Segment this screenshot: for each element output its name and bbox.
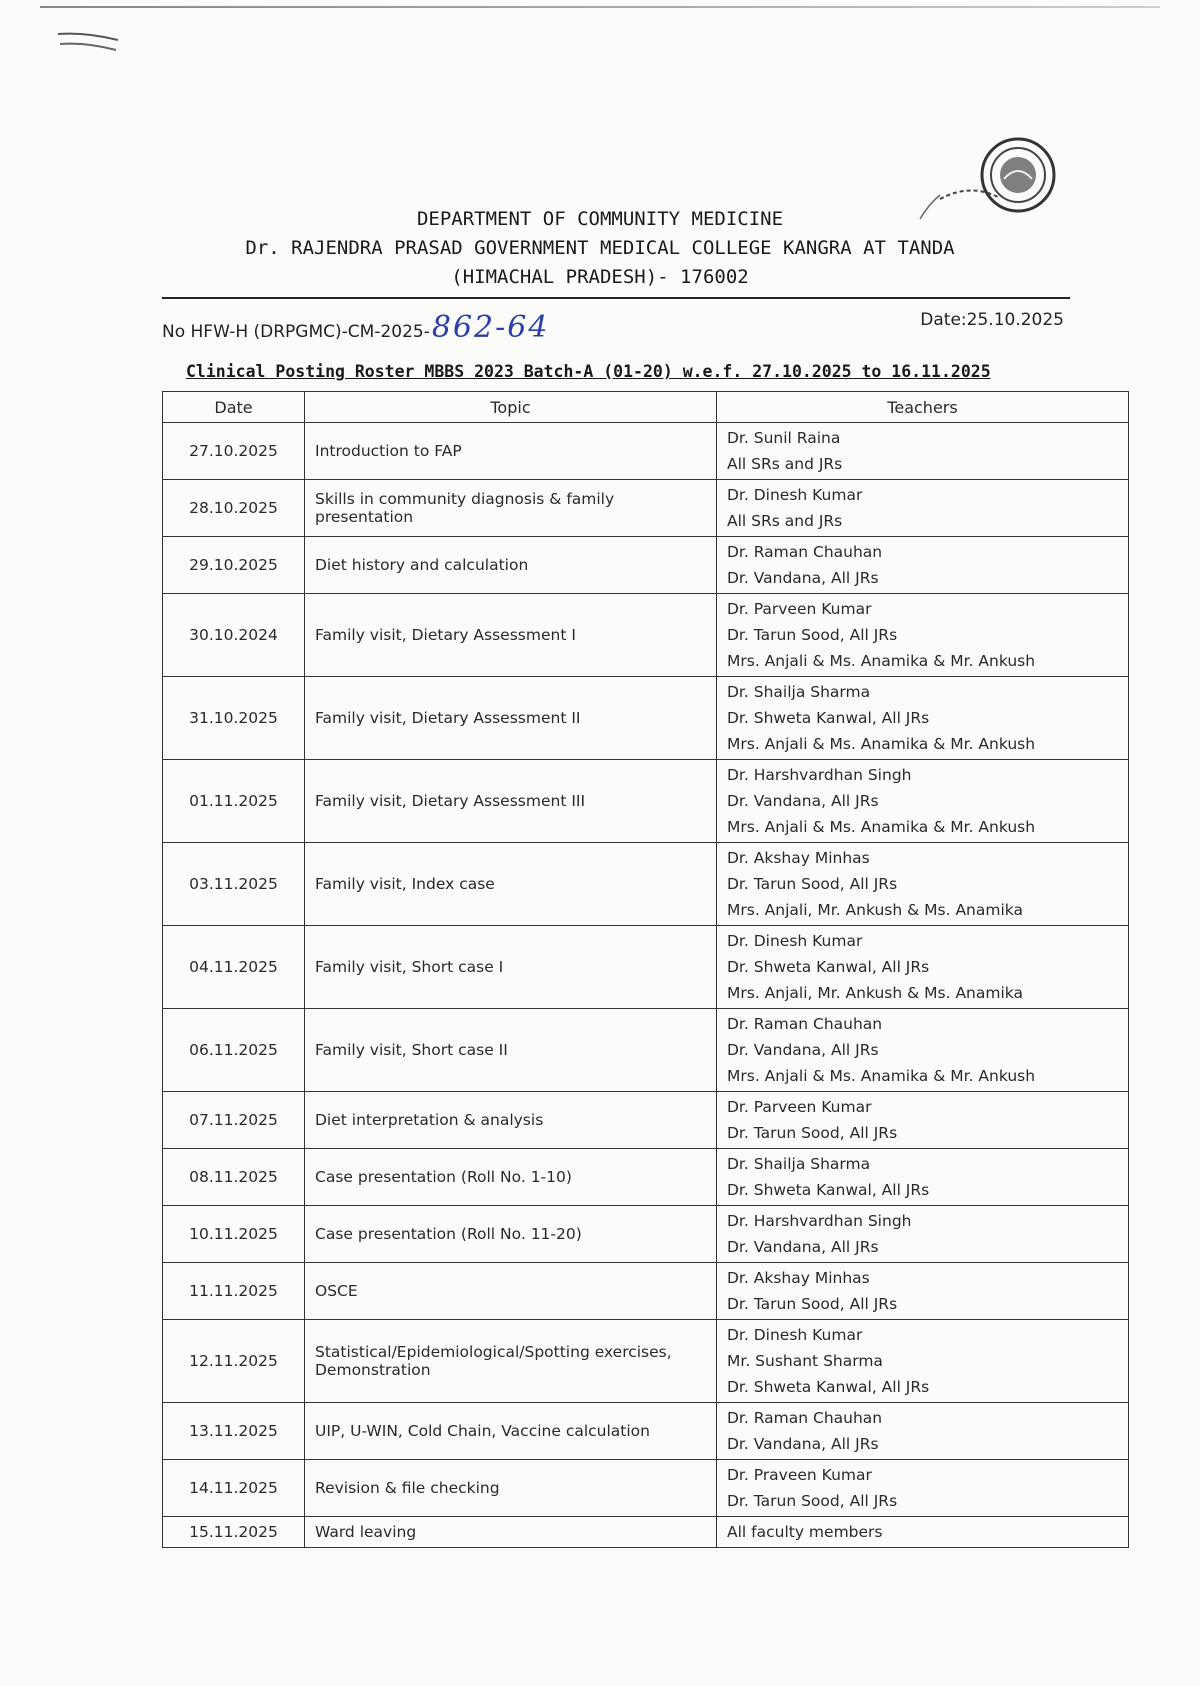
roster-table bbox=[162, 391, 1129, 1548]
document-header bbox=[160, 205, 1040, 292]
row-teachers bbox=[717, 423, 1129, 480]
column-header-teachers: Teachers bbox=[717, 392, 1129, 423]
row-topic: Introduction to FAP bbox=[305, 423, 717, 480]
teacher-line: Dr. Tarun Sood, All JRs bbox=[727, 626, 898, 644]
scan-edge-line bbox=[40, 6, 1160, 8]
table-row bbox=[163, 1206, 1129, 1263]
row-topic: Ward leaving bbox=[305, 1517, 717, 1548]
row-date: 12.11.2025 bbox=[163, 1320, 305, 1403]
teacher-line: Dr. Raman Chauhan bbox=[727, 1409, 883, 1427]
row-date: 08.11.2025 bbox=[163, 1149, 305, 1206]
table-row bbox=[163, 760, 1129, 843]
teacher-line: All faculty members bbox=[727, 1523, 883, 1541]
teacher-line: Dr. Shweta Kanwal, All JRs bbox=[727, 1378, 930, 1396]
table-row bbox=[163, 594, 1129, 677]
teacher-line: Dr. Shweta Kanwal, All JRs bbox=[727, 709, 930, 727]
teacher-line: Dr. Shailja Sharma bbox=[727, 1155, 871, 1173]
row-date: 13.11.2025 bbox=[163, 1403, 305, 1460]
row-teachers bbox=[717, 1092, 1129, 1149]
row-teachers bbox=[717, 926, 1129, 1009]
teacher-line: Dr. Tarun Sood, All JRs bbox=[727, 1492, 898, 1510]
teacher-line: Dr. Dinesh Kumar bbox=[727, 486, 863, 504]
row-topic: Diet history and calculation bbox=[305, 537, 717, 594]
row-topic: Family visit, Dietary Assessment II bbox=[305, 677, 717, 760]
teacher-line: Mrs. Anjali & Ms. Anamika & Mr. Ankush bbox=[727, 818, 1036, 836]
table-row bbox=[163, 1009, 1129, 1092]
table-row bbox=[163, 537, 1129, 594]
row-date: 10.11.2025 bbox=[163, 1206, 305, 1263]
teacher-line: All SRs and JRs bbox=[727, 455, 843, 473]
teacher-line: Dr. Parveen Kumar bbox=[727, 600, 872, 618]
teacher-line: Dr. Vandana, All JRs bbox=[727, 1041, 879, 1059]
row-topic: UIP, U-WIN, Cold Chain, Vaccine calculation bbox=[305, 1403, 717, 1460]
row-teachers bbox=[717, 480, 1129, 537]
table-row bbox=[163, 1263, 1129, 1320]
row-date: 06.11.2025 bbox=[163, 1009, 305, 1092]
reference-row bbox=[162, 304, 1070, 344]
row-date: 27.10.2025 bbox=[163, 423, 305, 480]
teacher-line: Mrs. Anjali, Mr. Ankush & Ms. Anamika bbox=[727, 984, 1023, 1002]
teacher-line: Dr. Akshay Minhas bbox=[727, 1269, 870, 1287]
row-date: 30.10.2024 bbox=[163, 594, 305, 677]
row-topic: Case presentation (Roll No. 11-20) bbox=[305, 1206, 717, 1263]
teacher-line: Dr. Sunil Raina bbox=[727, 429, 841, 447]
teacher-line: Dr. Vandana, All JRs bbox=[727, 1435, 879, 1453]
teacher-line: Dr. Tarun Sood, All JRs bbox=[727, 1124, 898, 1142]
row-date: 04.11.2025 bbox=[163, 926, 305, 1009]
row-teachers bbox=[717, 760, 1129, 843]
row-teachers bbox=[717, 1263, 1129, 1320]
table-row bbox=[163, 480, 1129, 537]
row-teachers bbox=[717, 1149, 1129, 1206]
teacher-line: Mrs. Anjali & Ms. Anamika & Mr. Ankush bbox=[727, 1067, 1036, 1085]
row-date: 31.10.2025 bbox=[163, 677, 305, 760]
header-rule bbox=[162, 297, 1070, 299]
table-row bbox=[163, 677, 1129, 760]
teacher-line: Dr. Dinesh Kumar bbox=[727, 1326, 863, 1344]
teacher-line: Mr. Sushant Sharma bbox=[727, 1352, 883, 1370]
teacher-line: Dr. Akshay Minhas bbox=[727, 849, 870, 867]
roster-title: Clinical Posting Roster MBBS 2023 Batch-A (01-20) w.e.f. 27.10.2025 to 16.11.2025 bbox=[186, 362, 991, 381]
teacher-line: Dr. Dinesh Kumar bbox=[727, 932, 863, 950]
row-date: 01.11.2025 bbox=[163, 760, 305, 843]
teacher-line: Dr. Tarun Sood, All JRs bbox=[727, 875, 898, 893]
reference-number-prefix: No HFW-H (DRPGMC)-CM-2025- bbox=[162, 322, 430, 342]
scan-mark-icon bbox=[56, 28, 122, 52]
row-teachers bbox=[717, 537, 1129, 594]
teacher-line: All SRs and JRs bbox=[727, 512, 843, 530]
row-topic: Family visit, Short case I bbox=[305, 926, 717, 1009]
teacher-line: Mrs. Anjali & Ms. Anamika & Mr. Ankush bbox=[727, 735, 1036, 753]
row-topic: OSCE bbox=[305, 1263, 717, 1320]
row-date: 14.11.2025 bbox=[163, 1460, 305, 1517]
row-topic: Skills in community diagnosis & family presentation bbox=[305, 480, 717, 537]
row-topic: Diet interpretation & analysis bbox=[305, 1092, 717, 1149]
table-row bbox=[163, 926, 1129, 1009]
row-date: 03.11.2025 bbox=[163, 843, 305, 926]
row-teachers bbox=[717, 1403, 1129, 1460]
row-topic: Statistical/Epidemiological/Spotting exercises, Demonstration bbox=[305, 1320, 717, 1403]
reference-number-handwritten: 862-64 bbox=[431, 310, 550, 345]
table-row bbox=[163, 1517, 1129, 1548]
row-teachers bbox=[717, 1320, 1129, 1403]
column-header-date: Date bbox=[163, 392, 305, 423]
teacher-line: Dr. Vandana, All JRs bbox=[727, 1238, 879, 1256]
reference-date: Date:25.10.2025 bbox=[920, 310, 1064, 330]
row-date: 28.10.2025 bbox=[163, 480, 305, 537]
table-row bbox=[163, 1403, 1129, 1460]
table-row bbox=[163, 1460, 1129, 1517]
state-pincode: (HIMACHAL PRADESH)- 176002 bbox=[451, 266, 749, 288]
row-topic: Family visit, Dietary Assessment III bbox=[305, 760, 717, 843]
table-row bbox=[163, 1320, 1129, 1403]
teacher-line: Dr. Shailja Sharma bbox=[727, 683, 871, 701]
table-row bbox=[163, 1092, 1129, 1149]
row-topic: Family visit, Dietary Assessment I bbox=[305, 594, 717, 677]
teacher-line: Dr. Vandana, All JRs bbox=[727, 569, 879, 587]
row-topic: Revision & file checking bbox=[305, 1460, 717, 1517]
teacher-line: Dr. Parveen Kumar bbox=[727, 1098, 872, 1116]
college-name: Dr. RAJENDRA PRASAD GOVERNMENT MEDICAL COLLEGE KANGRA AT TANDA bbox=[245, 237, 955, 259]
row-teachers bbox=[717, 1460, 1129, 1517]
row-date: 29.10.2025 bbox=[163, 537, 305, 594]
teacher-line: Dr. Vandana, All JRs bbox=[727, 792, 879, 810]
row-teachers bbox=[717, 1517, 1129, 1548]
column-header-topic: Topic bbox=[305, 392, 717, 423]
row-topic: Family visit, Index case bbox=[305, 843, 717, 926]
row-date: 07.11.2025 bbox=[163, 1092, 305, 1149]
reference-number bbox=[162, 310, 549, 345]
teacher-line: Dr. Tarun Sood, All JRs bbox=[727, 1295, 898, 1313]
department-name: DEPARTMENT OF COMMUNITY MEDICINE bbox=[416, 208, 784, 230]
teacher-line: Dr. Harshvardhan Singh bbox=[727, 1212, 912, 1230]
teacher-line: Dr. Harshvardhan Singh bbox=[727, 766, 912, 784]
row-teachers bbox=[717, 1009, 1129, 1092]
teacher-line: Mrs. Anjali & Ms. Anamika & Mr. Ankush bbox=[727, 652, 1036, 670]
teacher-line: Dr. Shweta Kanwal, All JRs bbox=[727, 1181, 930, 1199]
teacher-line: Dr. Praveen Kumar bbox=[727, 1466, 872, 1484]
row-teachers bbox=[717, 1206, 1129, 1263]
row-teachers bbox=[717, 594, 1129, 677]
row-teachers bbox=[717, 843, 1129, 926]
teacher-line: Dr. Raman Chauhan bbox=[727, 1015, 883, 1033]
row-teachers bbox=[717, 677, 1129, 760]
table-row bbox=[163, 843, 1129, 926]
row-topic: Case presentation (Roll No. 1-10) bbox=[305, 1149, 717, 1206]
teacher-line: Dr. Shweta Kanwal, All JRs bbox=[727, 958, 930, 976]
table-row bbox=[163, 423, 1129, 480]
row-topic: Family visit, Short case II bbox=[305, 1009, 717, 1092]
table-header-row bbox=[163, 392, 1129, 423]
row-date: 15.11.2025 bbox=[163, 1517, 305, 1548]
roster-table-body bbox=[163, 423, 1129, 1548]
teacher-line: Dr. Raman Chauhan bbox=[727, 543, 883, 561]
table-row bbox=[163, 1149, 1129, 1206]
teacher-line: Mrs. Anjali, Mr. Ankush & Ms. Anamika bbox=[727, 901, 1023, 919]
row-date: 11.11.2025 bbox=[163, 1263, 305, 1320]
